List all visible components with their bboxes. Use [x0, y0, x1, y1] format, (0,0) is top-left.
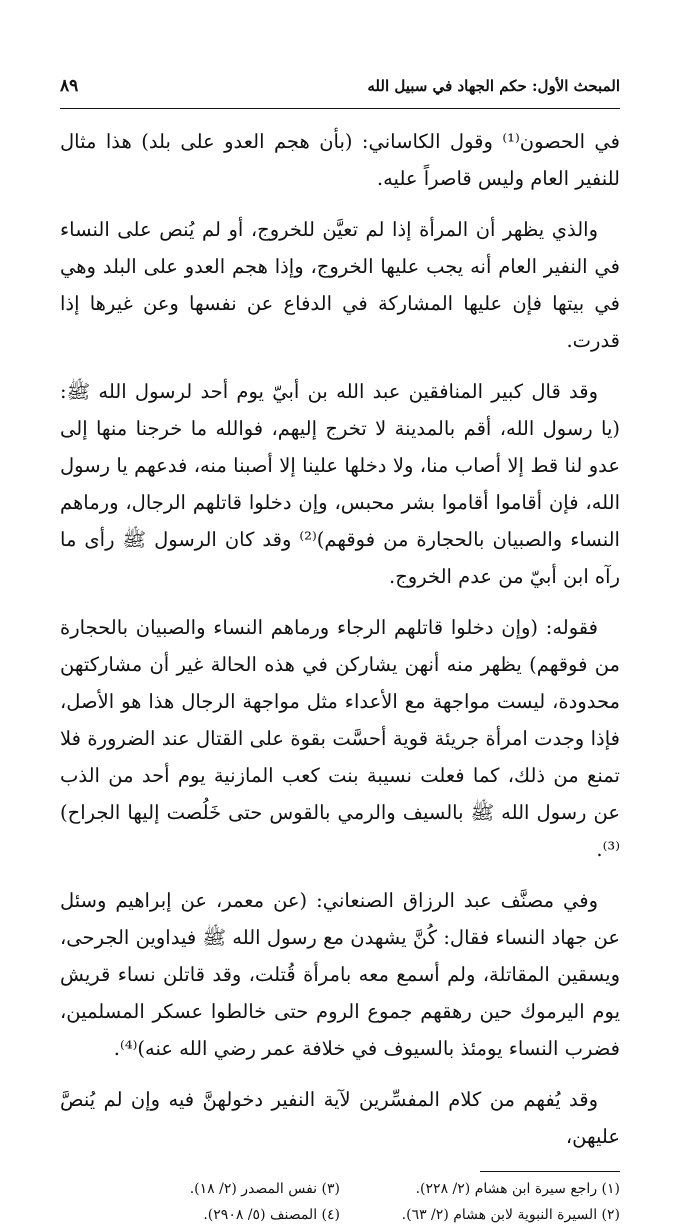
paragraph: في الحصون⁽¹⁾ وقول الكاساني: (بأن هجم العدو على بلد) هذا مثال للنفير العام وليس قاصراً عليه.: [60, 130, 620, 190]
paragraph: وقد يُفهم من كلام المفسِّرين لآية النفير دخولهنَّ فيه وإن لم يُنصَّ عليهن،: [60, 1088, 620, 1148]
book-page: [60, 76, 620, 1226]
footnotes: [60, 1178, 620, 1226]
footnote-divider: [480, 1171, 620, 1172]
paragraph: وفي مصنَّف عبد الرزاق الصنعاني: (عن معمر، عن إبراهيم وسئل عن جهاد النساء فقال: كُنَّ يشهدن مع رسول الله ﷺ فيداوين الجرحى، ويسقين المقاتلة، ولم أسمع معه بامرأة قُتلت، وقد قاتلن نساء قريش يوم اليرموك حين رهقهم جموع الروم حتى خالطوا عسكر المسلمين، فضرب النساء يومئذ بالسيوف في خلافة عمر رضي الله عنه)⁽⁴⁾.: [60, 889, 620, 1060]
footnote: (٣) نفس المصدر (٢/ ١٨).: [189, 1181, 340, 1197]
page-number: ٨٩: [60, 76, 79, 96]
running-title: المبحث الأول: حكم الجهاد في سبيل الله: [367, 77, 620, 95]
footnote: (٢) السيرة النبوية لابن هشام (٢/ ٦٣).: [401, 1207, 620, 1223]
paragraph: فقوله: (وإن دخلوا قاتلهم الرجاء ورماهم النساء والصبيان بالحجارة من فوقهم) يظهر منه أنهن يشاركن في هذه الحالة غير أن مشاركتهن محدودة، ليست مواجهة مع الأعداء مثل مواجهة الرجال هذا هو الأصل، فإذا وجدت امرأة جريئة قوية أحسَّت بقوة على القتال عند الضرورة فلا تمنع من ذلك، كما فعلت نسيبة بنت كعب المازنية يوم أحد من الذب عن رسول الله ﷺ بالسيف والرمي بالقوس حتى خَلُصت إليها الجراح)⁽³⁾.: [60, 616, 620, 861]
paragraph: وقد قال كبير المنافقين عبد الله بن أبيّ يوم أحد لرسول الله ﷺ: (يا رسول الله، أقم بالمدينة لا تخرج إليهم، فوالله ما خرجنا منها إلى عدو لنا قط إلا أصاب منا، ولا دخلها علينا إلا أصبنا منه، فدعهم يا رسول الله، فإن أقاموا أقاموا بشر محبس، وإن دخلوا قاتلهم الرجال، ورماهم النساء والصبيان بالحجارة من فوقهم)⁽²⁾ وقد كان الرسول ﷺ رأى ما رآه ابن أبيّ من عدم الخروج.: [60, 380, 620, 588]
page-header: [60, 76, 620, 109]
paragraph: والذي يظهر أن المرأة إذا لم تعيَّن للخروج، أو لم يُنص على النساء في النفير العام أنه يجب عليها الخروج، وإذا هجم العدو على البلد وهي في بيتها فإن عليها المشاركة في الدفاع عن نفسها وعن غيرها إذا قدرت.: [60, 218, 620, 352]
page-body: [60, 123, 620, 1155]
footnote: (٤) المصنف (٥/ ٢٩٠٨).: [203, 1207, 340, 1223]
footnote: (١) راجع سيرة ابن هشام (٢/ ٢٢٨).: [415, 1181, 620, 1197]
